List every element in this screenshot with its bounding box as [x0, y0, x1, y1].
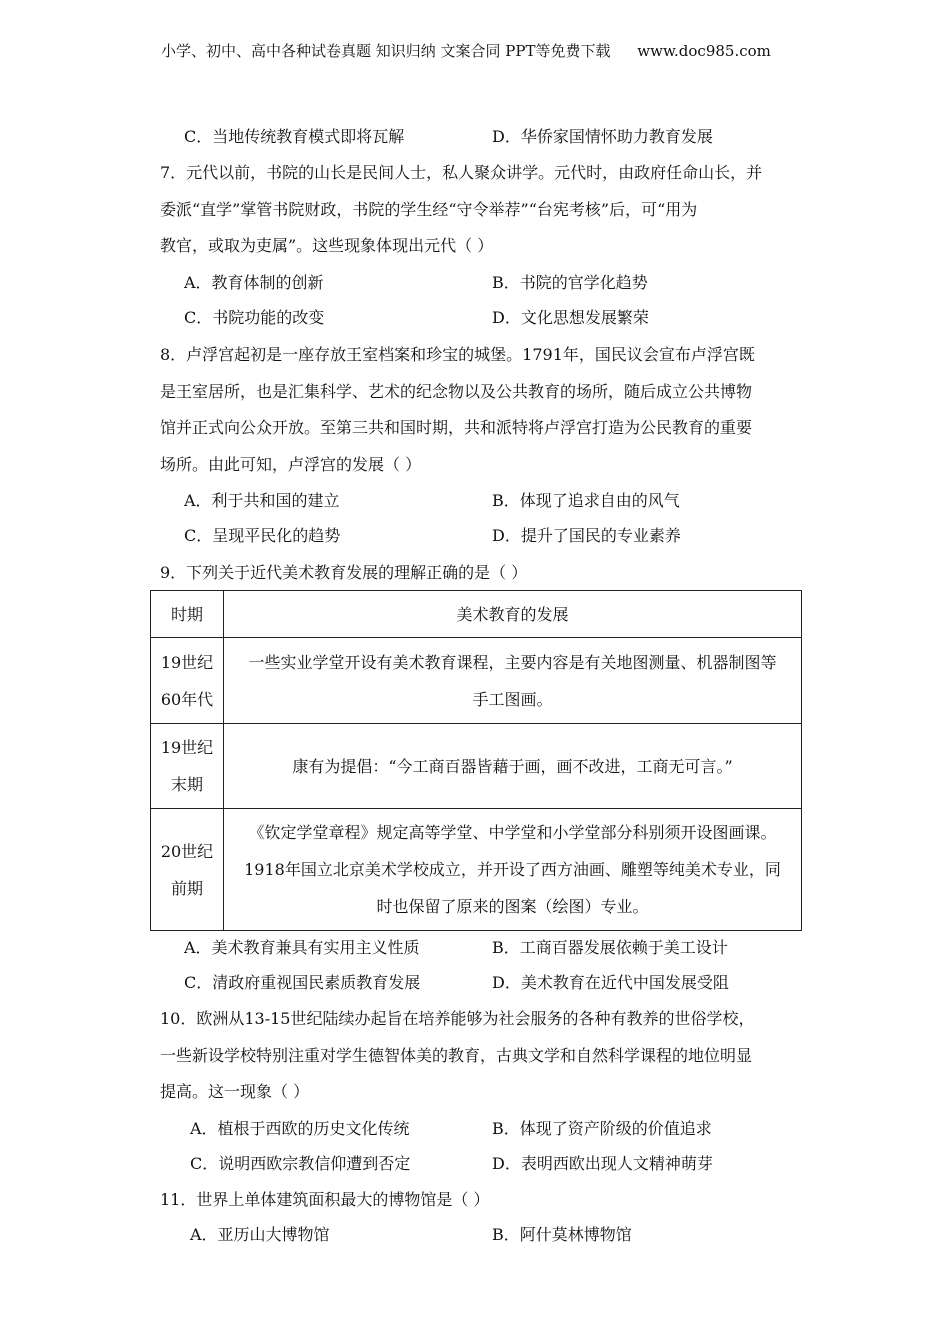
q9-option-c: C．清政府重视国民素质教育发展: [184, 973, 421, 992]
q10-option-c: C．说明西欧宗教信仰遭到否定: [190, 1154, 411, 1173]
q11-stem: 11．世界上单体建筑面积最大的博物馆是（ ）: [160, 1190, 490, 1209]
table-row: [151, 809, 802, 931]
table-cell-period: [151, 724, 224, 809]
period-line: 19世纪: [160, 652, 214, 672]
q8-option-c: C．呈现平民化的趋势: [184, 526, 341, 545]
page-header: [161, 40, 801, 61]
q7-stem-line: 教官，或取为吏属”。这些现象体现出元代（ ）: [160, 236, 494, 255]
q10-stem-line: 提高。这一现象（ ）: [160, 1082, 310, 1101]
table-header-cell: 时期: [151, 591, 224, 638]
q11-option-a: A．亚历山大博物馆: [190, 1225, 330, 1244]
q8-stem-line: 场所。由此可知，卢浮宫的发展（ ）: [160, 455, 422, 474]
table-header-row: [151, 591, 802, 638]
header-url: www.doc985.com: [637, 42, 771, 60]
q10-option-a: A．植根于西欧的历史文化传统: [190, 1119, 410, 1138]
content-line: 一些实业学堂开设有美术教育课程，主要内容是有关地图测量、机器制图等: [248, 652, 777, 672]
q9-option-b: B．工商百器发展依赖于美工设计: [492, 938, 728, 957]
table-row: [151, 638, 802, 724]
q8-option-b: B．体现了追求自由的风气: [492, 491, 680, 510]
table-cell-content: [224, 638, 802, 724]
q8-stem-line: 是王室居所，也是汇集科学、艺术的纪念物以及公共教育的场所，随后成立公共博物: [160, 382, 753, 401]
q7-option-b: B．书院的官学化趋势: [492, 273, 648, 292]
content-line: 时也保留了原来的图案（绘图）专业。: [376, 897, 649, 916]
table-row: [151, 724, 802, 809]
q7-option-c: C．书院功能的改变: [184, 308, 325, 327]
content-line: 1918年国立北京美术学校成立，并开设了西方油画、雕塑等纯美术专业，同: [244, 860, 781, 879]
period-line: 60年代: [160, 689, 214, 709]
content-line: 《钦定学堂章程》规定高等学堂、中学堂和小学堂部分科别须开设图画课。: [248, 823, 777, 842]
q10-option-b: B．体现了资产阶级的价值追求: [492, 1119, 712, 1138]
q9-option-d: D．美术教育在近代中国发展受阻: [492, 973, 729, 992]
q10-stem-line: 一些新设学校特别注重对学生德智体美的教育，古典文学和自然科学课程的地位明显: [160, 1046, 753, 1065]
header-text: 小学、初中、高中各种试卷真题 知识归纳 文案合同 PPT等免费下载: [161, 42, 611, 60]
table-cell-content: [224, 724, 802, 809]
period-line: 前期: [170, 878, 203, 898]
q7-stem-line: 委派“直学”掌管书院财政，书院的学生经“守令举荐”“台宪考核”后，可“用为: [160, 200, 698, 219]
table-header-cell: 美术教育的发展: [224, 591, 802, 638]
table-cell-period: [151, 638, 224, 724]
q8-stem-line: 馆并正式向公众开放。至第三共和国时期，共和派特将卢浮宫打造为公民教育的重要: [160, 418, 753, 437]
content-line: 手工图画。: [472, 689, 553, 709]
q9-stem: 9．下列关于近代美术教育发展的理解正确的是（ ）: [160, 563, 528, 582]
table-cell-period: [151, 809, 224, 931]
period-line: 20世纪: [160, 841, 214, 861]
period-line: 末期: [170, 775, 203, 794]
table-cell-content: [224, 809, 802, 931]
q11-option-b: B．阿什莫林博物馆: [492, 1225, 632, 1244]
q9-option-a: A．美术教育兼具有实用主义性质: [184, 938, 420, 957]
q6-option-c: C．当地传统教育模式即将瓦解: [184, 127, 405, 146]
q7-option-d: D．文化思想发展繁荣: [492, 308, 649, 327]
q9-table: [150, 590, 802, 931]
q8-stem-line: 8．卢浮宫起初是一座存放王室档案和珍宝的城堡。1791年，国民议会宣布卢浮宫既: [160, 345, 755, 364]
q10-stem-line: 10．欧洲从13-15世纪陆续办起旨在培养能够为社会服务的各种有教养的世俗学校，: [160, 1009, 755, 1028]
period-line: 19世纪: [160, 738, 214, 757]
q8-option-a: A．利于共和国的建立: [184, 491, 340, 510]
q6-option-d: D．华侨家国情怀助力教育发展: [492, 127, 713, 146]
q7-option-a: A．教育体制的创新: [184, 273, 324, 292]
q7-stem-line: 7．元代以前，书院的山长是民间人士，私人聚众讲学。元代时，由政府任命山长，并: [160, 163, 763, 182]
q10-option-d: D．表明西欧出现人文精神萌芽: [492, 1154, 713, 1173]
content-line: 康有为提倡：“今工商百器皆藉于画，画不改进，工商无可言。”: [292, 756, 733, 776]
q8-option-d: D．提升了国民的专业素养: [492, 526, 681, 545]
